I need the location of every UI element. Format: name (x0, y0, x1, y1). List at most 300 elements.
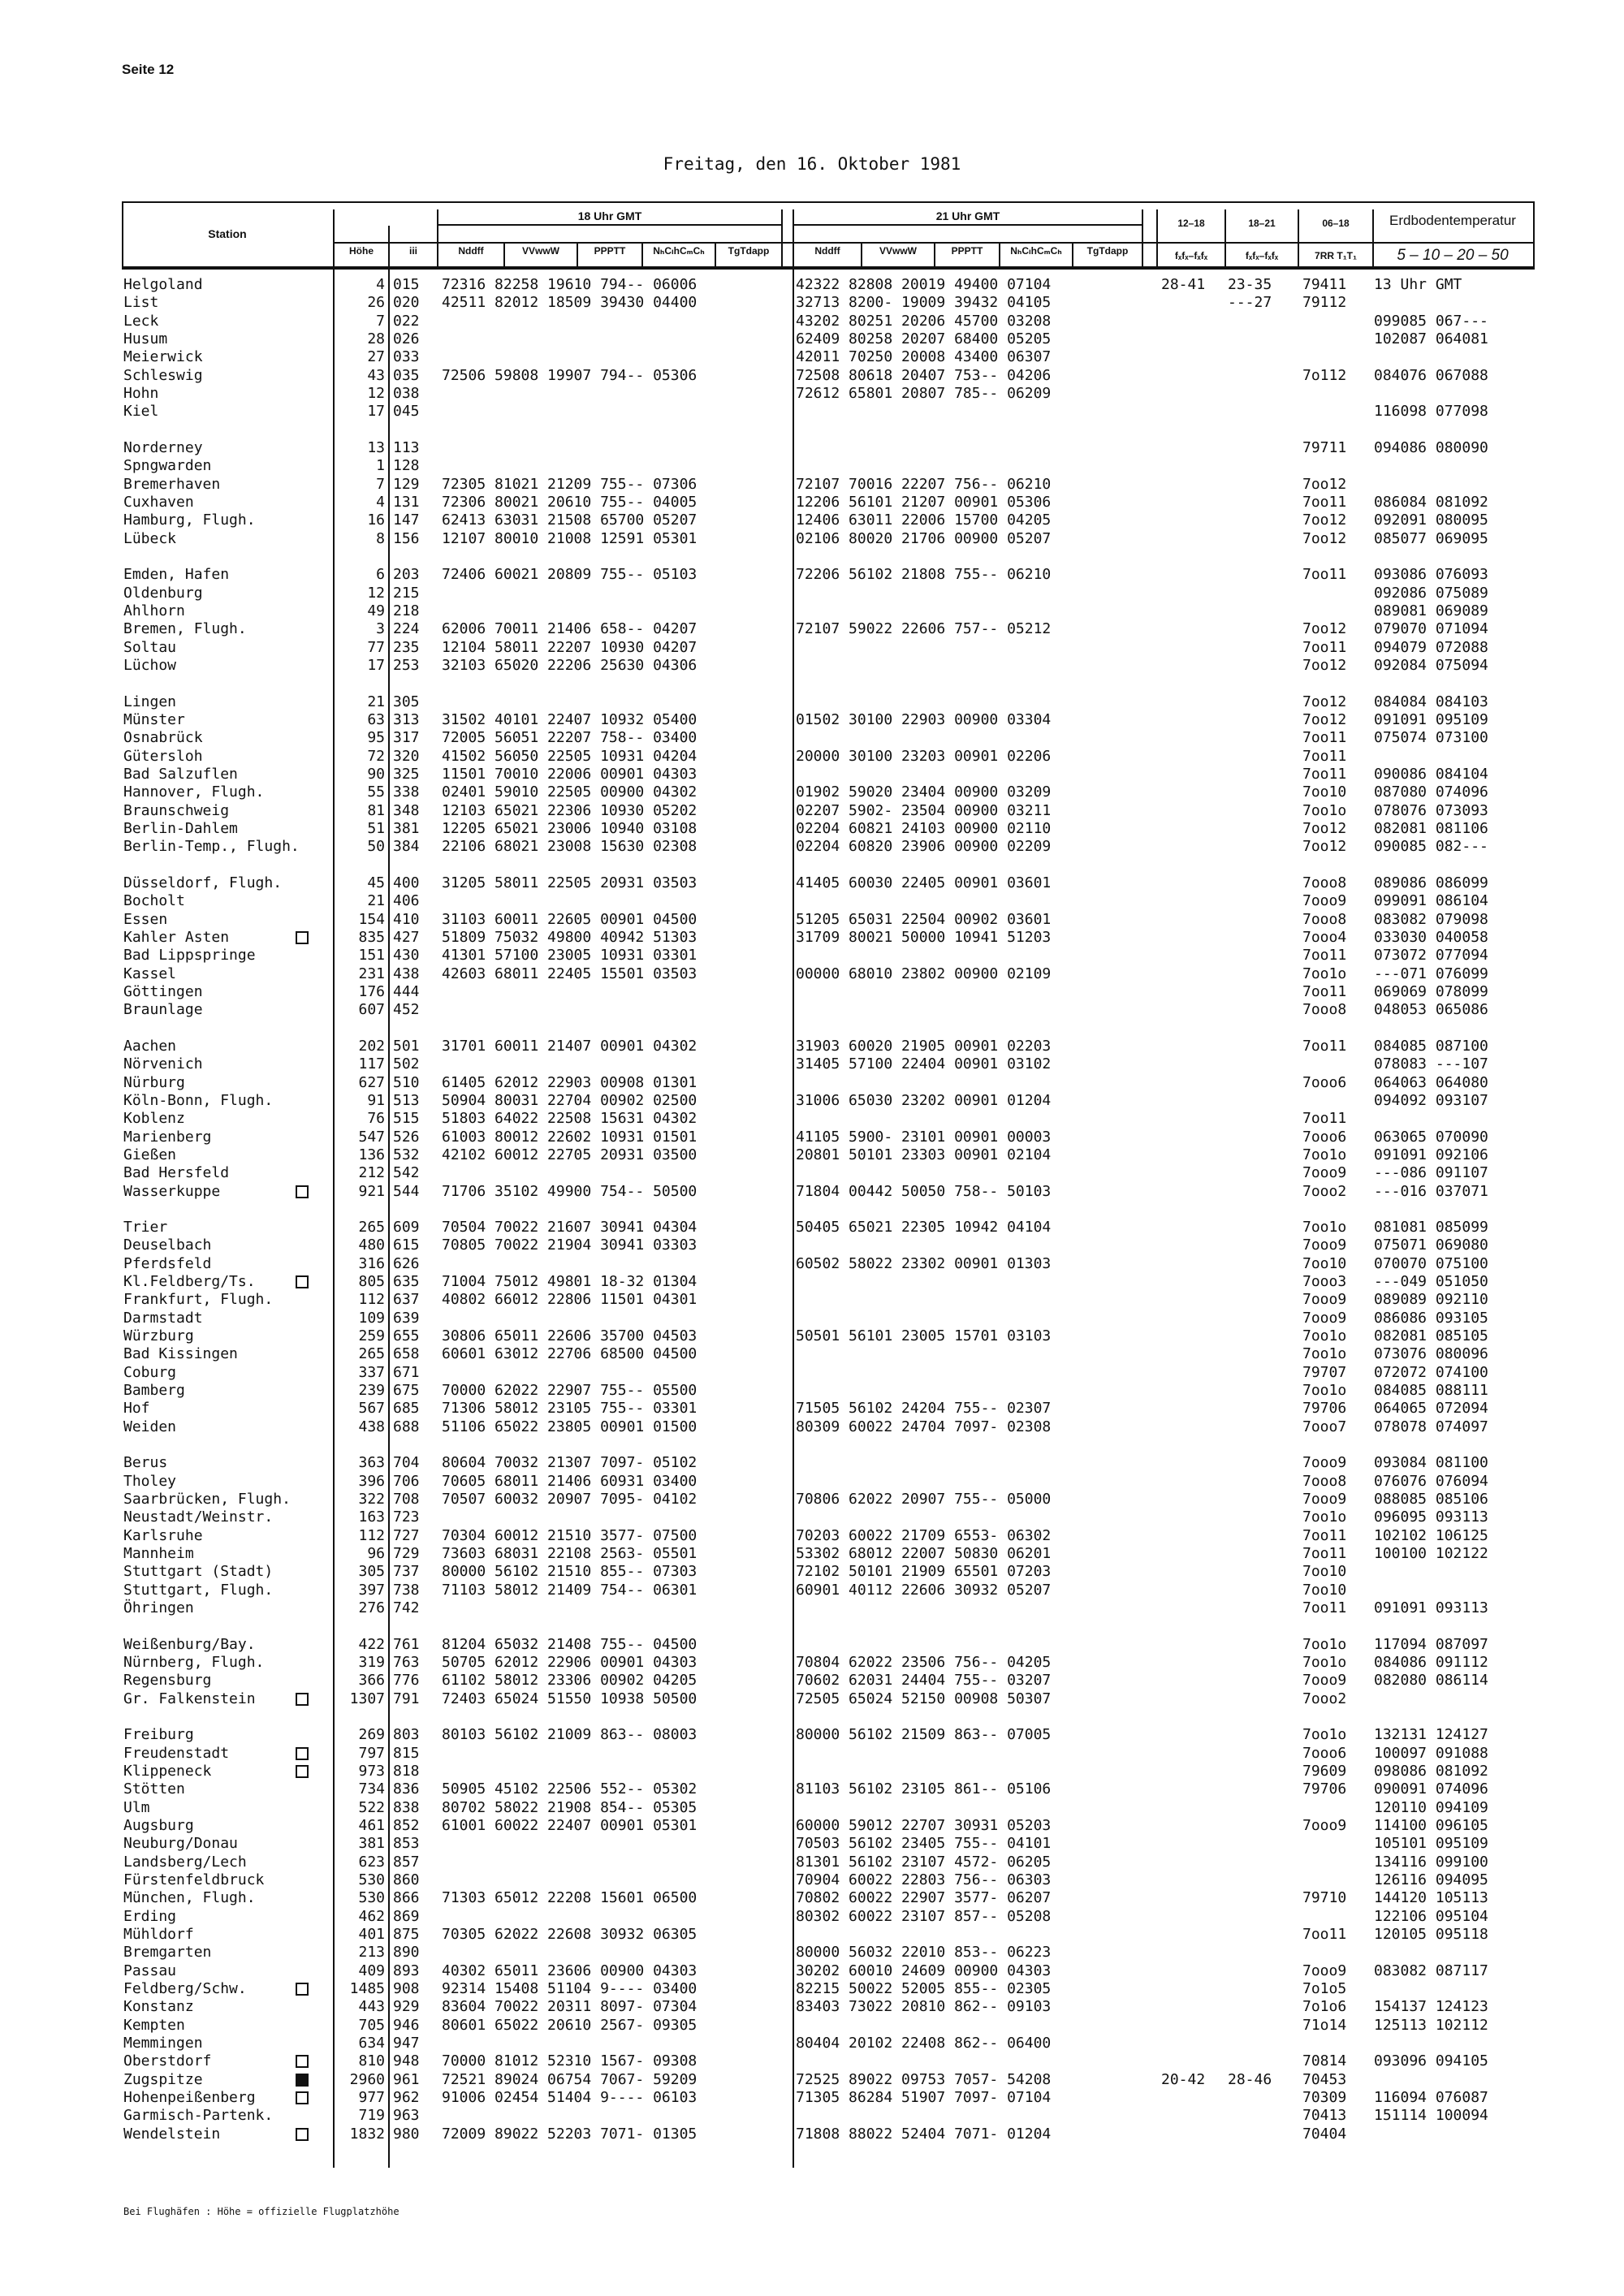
station-height: 63 (367, 710, 385, 728)
station-id: 685 (393, 1400, 420, 1418)
station-name: Bamberg (123, 1382, 185, 1400)
table-row (0, 639, 1624, 657)
station-name: Coburg (123, 1363, 177, 1381)
soil-temp: 114100 096105 (1374, 1817, 1488, 1835)
obs-21-gmt: 32713 8200- 19009 39432 04105 (796, 294, 1052, 312)
col-tgtd-18: TgTdapp (728, 245, 770, 257)
station-height: 797 (358, 1744, 385, 1762)
station-height: 443 (358, 1998, 385, 2016)
obs-21-gmt: 72206 56102 21808 755-- 06210 (796, 566, 1052, 584)
header-iii: iii (408, 245, 417, 257)
table-row (0, 766, 1624, 783)
station-id: 020 (393, 294, 420, 312)
station-name: Berus (123, 1454, 168, 1472)
station-height: 16 (367, 511, 385, 529)
table-row (0, 748, 1624, 766)
station-id: 708 (393, 1491, 420, 1508)
station-height: 973 (358, 1763, 385, 1780)
station-name: Erding (123, 1907, 177, 1925)
obs-21-gmt: 71804 00442 50050 758-- 50103 (796, 1182, 1052, 1200)
table-row (0, 1364, 1624, 1382)
precip-06-18: 7ooo3 (1302, 1273, 1347, 1291)
station-name: Gütersloh (123, 747, 203, 765)
table-row (0, 2071, 1624, 2089)
precip-06-18: 70814 (1302, 2052, 1347, 2070)
header-station: Station (208, 227, 247, 240)
station-name: Aachen (123, 1037, 177, 1055)
obs-18-gmt: 51803 64022 22508 15631 04302 (442, 1110, 698, 1128)
obs-18-gmt: 42511 82012 18509 39430 04400 (442, 294, 698, 312)
col-clouds-21: NₕCₗhCₘCₕ (1010, 245, 1062, 257)
soil-temp: ---071 076099 (1374, 965, 1488, 982)
station-id: 325 (393, 765, 420, 783)
station-height: 805 (358, 1273, 385, 1291)
soil-temp: 090086 084104 (1374, 765, 1488, 783)
obs-21-gmt: 70203 60022 21709 6553- 06302 (796, 1526, 1052, 1544)
precip-06-18: 7oo12 (1302, 475, 1347, 493)
station-name: Leck (123, 312, 159, 330)
obs-18-gmt: 61003 80012 22602 10931 01501 (442, 1128, 698, 1146)
table-row (0, 585, 1624, 602)
soil-temp: 100100 102122 (1374, 1545, 1488, 1563)
station-height: 27 (367, 348, 385, 366)
station-id: 761 (393, 1635, 420, 1653)
soil-temp: 075074 073100 (1374, 729, 1488, 747)
station-name: Karlsruhe (123, 1526, 203, 1544)
station-id: 224 (393, 620, 420, 638)
station-name: Memmingen (123, 2035, 203, 2052)
station-id: 515 (393, 1110, 420, 1128)
soil-temp: 094086 080090 (1374, 438, 1488, 456)
station-name: Konstanz (123, 1998, 194, 2016)
obs-21-gmt: 12206 56101 21207 00901 05306 (796, 493, 1052, 511)
soil-temp: 081081 085099 (1374, 1219, 1488, 1236)
station-name: Landsberg/Lech (123, 1853, 247, 1871)
station-id: 129 (393, 475, 420, 493)
soil-temp: 094092 093107 (1374, 1091, 1488, 1109)
soil-temp: 084084 084103 (1374, 693, 1488, 710)
soil-temp: 134116 099100 (1374, 1853, 1488, 1871)
station-height: 72 (367, 747, 385, 765)
obs-18-gmt: 73603 68031 22108 2563- 05501 (442, 1545, 698, 1563)
station-name: Mannheim (123, 1545, 194, 1563)
table-row (0, 1889, 1624, 1907)
soil-temp: 090091 074096 (1374, 1780, 1488, 1798)
station-height: 77 (367, 638, 385, 656)
precip-06-18: 7ooo9 (1302, 1309, 1347, 1327)
table-row (0, 1527, 1624, 1545)
station-id: 738 (393, 1581, 420, 1599)
station-height: 17 (367, 403, 385, 421)
obs-18-gmt: 60601 63012 22706 68500 04500 (442, 1345, 698, 1363)
station-height: 176 (358, 982, 385, 1000)
station-id: 015 (393, 276, 420, 293)
obs-18-gmt: 71004 75012 49801 18-32 01304 (442, 1273, 698, 1291)
station-height: 366 (358, 1672, 385, 1690)
station-height: 212 (358, 1164, 385, 1182)
table-row (0, 1599, 1624, 1617)
header-18-gmt: 18 Uhr GMT (577, 209, 642, 222)
soil-temp: 085077 069095 (1374, 529, 1488, 547)
station-id: 113 (393, 438, 420, 456)
table-row (0, 711, 1624, 729)
station-name: Hannover, Flugh. (123, 783, 265, 801)
obs-21-gmt: 72107 70016 22207 756-- 06210 (796, 475, 1052, 493)
soil-temp: 091091 093113 (1374, 1599, 1488, 1617)
station-name: Garmisch-Partenk. (123, 2107, 274, 2125)
precip-06-18: 7ooo6 (1302, 1073, 1347, 1091)
obs-18-gmt: 70504 70022 21607 30941 04304 (442, 1219, 698, 1236)
station-name: Gr. Falkenstein (123, 1690, 256, 1707)
station-name: Spngwarden (123, 457, 212, 475)
soil-temp: 089089 092110 (1374, 1291, 1488, 1309)
obs-21-gmt: 60901 40112 22606 30932 05207 (796, 1581, 1052, 1599)
col-gusts-2: fₓfₓ–fₓfₓ (1245, 250, 1279, 261)
table-row (0, 1110, 1624, 1128)
col-ppptt-21: PPPTT (951, 245, 983, 257)
col-period-06-18: 06–18 (1322, 218, 1350, 229)
station-height: 6 (376, 566, 385, 584)
obs-18-gmt: 70805 70022 21904 30941 03303 (442, 1236, 698, 1254)
station-name: Oldenburg (123, 584, 203, 602)
soil-temp: 086086 093105 (1374, 1309, 1488, 1327)
station-height: 269 (358, 1726, 385, 1744)
station-id: 737 (393, 1563, 420, 1581)
precip-06-18: 70453 (1302, 2070, 1347, 2088)
obs-18-gmt: 12205 65021 23006 10940 03108 (442, 819, 698, 837)
station-height: 91 (367, 1091, 385, 1109)
station-height: 17 (367, 656, 385, 674)
obs-21-gmt: 80000 56032 22010 853-- 06223 (796, 1944, 1052, 1962)
station-id: 542 (393, 1164, 420, 1182)
obs-18-gmt: 12103 65021 22306 10930 05202 (442, 801, 698, 819)
table-row (0, 439, 1624, 457)
obs-21-gmt: 41405 60030 22405 00901 03601 (796, 874, 1052, 891)
obs-18-gmt: 61405 62012 22903 00908 01301 (442, 1073, 698, 1091)
open-square-icon (296, 1693, 309, 1706)
soil-temp: 105101 095109 (1374, 1835, 1488, 1853)
obs-18-gmt: 72406 60021 20809 755-- 05103 (442, 566, 698, 584)
station-name: Berlin-Dahlem (123, 819, 238, 837)
table-row (0, 2017, 1624, 2035)
open-square-icon (296, 1747, 309, 1760)
table-row (0, 1745, 1624, 1763)
station-height: 396 (358, 1472, 385, 1490)
station-id: 742 (393, 1599, 420, 1617)
obs-21-gmt: 81301 56102 23107 4572- 06205 (796, 1853, 1052, 1871)
station-name: Soltau (123, 638, 177, 656)
obs-21-gmt: 02207 5902- 23504 00900 03211 (796, 801, 1052, 819)
obs-21-gmt: 12406 63011 22006 15700 04205 (796, 511, 1052, 529)
table-row (0, 1582, 1624, 1599)
station-name: Nürnberg, Flugh. (123, 1654, 265, 1672)
soil-temp: 086084 081092 (1374, 493, 1488, 511)
table-row (0, 1055, 1624, 1073)
soil-temp: 100097 091088 (1374, 1744, 1488, 1762)
station-height: 13 (367, 438, 385, 456)
station-id: 962 (393, 2089, 420, 2106)
soil-temp: 093084 081100 (1374, 1454, 1488, 1472)
station-id: 147 (393, 511, 420, 529)
obs-18-gmt: 71706 35102 49900 754-- 50500 (442, 1182, 698, 1200)
soil-temp: 092086 075089 (1374, 584, 1488, 602)
station-height: 422 (358, 1635, 385, 1653)
gust-12-18: 20-42 (1161, 2070, 1206, 2088)
footnote: Bei Flughäfen : Höhe = offizielle Flugplatzhöhe (123, 2206, 400, 2217)
soil-temp: ---049 051050 (1374, 1273, 1488, 1291)
station-id: 400 (393, 874, 420, 891)
soil-temp: 099091 086104 (1374, 892, 1488, 910)
station-height: 265 (358, 1345, 385, 1363)
table-row (0, 1327, 1624, 1345)
table-row (0, 1491, 1624, 1508)
station-name: Pferdsfeld (123, 1254, 212, 1272)
obs-18-gmt: 72305 81021 21209 755-- 07306 (442, 475, 698, 493)
obs-21-gmt: 72107 59022 22606 757-- 05212 (796, 620, 1052, 638)
station-id: 338 (393, 783, 420, 801)
precip-06-18: 7oo1o (1302, 1219, 1347, 1236)
table-row (0, 276, 1624, 294)
obs-18-gmt: 42102 60012 22705 20931 03500 (442, 1146, 698, 1163)
station-height: 8 (376, 529, 385, 547)
station-name: Feldberg/Schw. (123, 1980, 247, 1998)
station-name: Trier (123, 1219, 168, 1236)
obs-21-gmt: 02106 80020 21706 00900 05207 (796, 529, 1052, 547)
obs-21-gmt: 70503 56102 23405 755-- 04101 (796, 1835, 1052, 1853)
soil-temp: 076076 076094 (1374, 1472, 1488, 1490)
obs-21-gmt: 50501 56101 23005 15701 03103 (796, 1327, 1052, 1345)
table-row (0, 1454, 1624, 1472)
table-row (0, 294, 1624, 312)
obs-18-gmt: 70507 60032 20907 7095- 04102 (442, 1491, 698, 1508)
obs-18-gmt: 50705 62012 22906 00901 04303 (442, 1654, 698, 1672)
station-height: 112 (358, 1291, 385, 1309)
open-square-icon (296, 1185, 309, 1198)
station-id: 963 (393, 2107, 420, 2125)
station-id: 838 (393, 1798, 420, 1816)
open-square-icon (296, 2055, 309, 2068)
station-height: 530 (358, 1889, 385, 1907)
station-height: 109 (358, 1309, 385, 1327)
station-name: Stuttgart, Flugh. (123, 1581, 274, 1599)
station-name: Öhringen (123, 1599, 194, 1617)
station-name: Cuxhaven (123, 493, 194, 511)
station-height: 154 (358, 910, 385, 928)
station-id: 866 (393, 1889, 420, 1907)
table-row (0, 1236, 1624, 1254)
station-id: 655 (393, 1327, 420, 1345)
station-height: 259 (358, 1327, 385, 1345)
soil-temp: 116098 077098 (1374, 403, 1488, 421)
obs-18-gmt: 02401 59010 22505 00900 04302 (442, 783, 698, 801)
soil-temp: 082081 085105 (1374, 1327, 1488, 1345)
station-name: Wendelstein (123, 2125, 221, 2143)
gust-18-21: ---27 (1228, 294, 1272, 312)
precip-06-18: 7o1o5 (1302, 1980, 1347, 1998)
table-row (0, 1219, 1624, 1236)
station-name: Bocholt (123, 892, 185, 910)
table-row (0, 983, 1624, 1001)
obs-18-gmt: 40802 66012 22806 11501 04301 (442, 1291, 698, 1309)
station-name: Oberstdorf (123, 2052, 212, 2070)
precip-06-18: 7oo1o (1302, 1345, 1347, 1363)
precip-06-18: 7oo11 (1302, 947, 1347, 965)
station-name: Nörvenich (123, 1055, 203, 1073)
table-row (0, 657, 1624, 675)
precip-06-18: 7oo10 (1302, 1563, 1347, 1581)
table-row (0, 1038, 1624, 1055)
table-row (0, 1854, 1624, 1871)
station-name: Münster (123, 710, 185, 728)
table-row (0, 1944, 1624, 1962)
obs-18-gmt: 72403 65024 51550 10938 50500 (442, 1690, 698, 1707)
station-height: 276 (358, 1599, 385, 1617)
precip-06-18: 7oo1o (1302, 1726, 1347, 1744)
station-name: Lüchow (123, 656, 177, 674)
precip-06-18: 7oo1o (1302, 801, 1347, 819)
precip-06-18: 7oo1o (1302, 1654, 1347, 1672)
station-name: Bremgarten (123, 1944, 212, 1962)
station-name: Kiel (123, 403, 159, 421)
station-id: 852 (393, 1817, 420, 1835)
station-id: 203 (393, 566, 420, 584)
station-id: 406 (393, 892, 420, 910)
table-row (0, 457, 1624, 475)
table-row (0, 620, 1624, 638)
obs-18-gmt: 81204 65032 21408 755-- 04500 (442, 1635, 698, 1653)
station-height: 322 (358, 1491, 385, 1508)
precip-06-18: 7ooo8 (1302, 1001, 1347, 1019)
station-id: 430 (393, 947, 420, 965)
obs-21-gmt: 42011 70250 20008 43400 06307 (796, 348, 1052, 366)
obs-21-gmt: 72508 80618 20407 753-- 04206 (796, 366, 1052, 384)
table-row (0, 1473, 1624, 1491)
obs-21-gmt: 41105 5900- 23101 00901 00003 (796, 1128, 1052, 1146)
station-name: Fürstenfeldbruck (123, 1871, 265, 1889)
station-id: 452 (393, 1001, 420, 1019)
precip-06-18: 7ooo2 (1302, 1690, 1347, 1707)
station-id: 860 (393, 1871, 420, 1889)
station-height: 547 (358, 1128, 385, 1146)
station-id: 022 (393, 312, 420, 330)
col-vwwww-18: VVwwW (521, 245, 559, 257)
obs-18-gmt: 70605 68011 21406 60931 03400 (442, 1472, 698, 1490)
obs-21-gmt: 83403 73022 20810 862-- 09103 (796, 1998, 1052, 2016)
table-row (0, 1780, 1624, 1798)
station-name: Göttingen (123, 982, 203, 1000)
gust-12-18: 28-41 (1161, 276, 1206, 293)
table-row (0, 566, 1624, 584)
station-id: 526 (393, 1128, 420, 1146)
precip-06-18: 7oo1o (1302, 1382, 1347, 1400)
station-id: 688 (393, 1418, 420, 1435)
table-row (0, 530, 1624, 548)
station-height: 12 (367, 584, 385, 602)
obs-21-gmt: 60502 58022 23302 00901 01303 (796, 1254, 1052, 1272)
precip-06-18: 7oo12 (1302, 529, 1347, 547)
precip-06-18: 70309 (1302, 2089, 1347, 2106)
station-id: 038 (393, 384, 420, 402)
station-id: 253 (393, 656, 420, 674)
station-height: 921 (358, 1182, 385, 1200)
precip-06-18: 7oo1o (1302, 1508, 1347, 1526)
table-row (0, 476, 1624, 494)
station-name: Kempten (123, 2016, 185, 2034)
table-row (0, 929, 1624, 947)
table-row (0, 1545, 1624, 1563)
header-height: Höhe (349, 245, 374, 257)
precip-06-18: 7oo12 (1302, 511, 1347, 529)
station-id: 791 (393, 1690, 420, 1707)
table-row (0, 693, 1624, 711)
obs-18-gmt: 71303 65012 22208 15601 06500 (442, 1889, 698, 1907)
station-height: 462 (358, 1907, 385, 1925)
table-row (0, 838, 1624, 856)
precip-06-18: 7ooo9 (1302, 1817, 1347, 1835)
obs-21-gmt: 80404 20102 22408 862-- 06400 (796, 2035, 1052, 2052)
station-name: Passau (123, 1962, 177, 1979)
soil-temp: 120110 094109 (1374, 1798, 1488, 1816)
station-height: 7 (376, 312, 385, 330)
soil-temp: 088085 085106 (1374, 1491, 1488, 1508)
station-height: 337 (358, 1363, 385, 1381)
precip-06-18: 7oo10 (1302, 783, 1347, 801)
station-height: 112 (358, 1526, 385, 1544)
obs-21-gmt: 02204 60821 24103 00900 02110 (796, 819, 1052, 837)
station-name: Stötten (123, 1780, 185, 1798)
station-id: 729 (393, 1545, 420, 1563)
precip-06-18: 7oo11 (1302, 493, 1347, 511)
soil-temp: 073072 077094 (1374, 947, 1488, 965)
table-row (0, 874, 1624, 892)
soil-temp: 069069 078099 (1374, 982, 1488, 1000)
station-id: 128 (393, 457, 420, 475)
soil-temp: 154137 124123 (1374, 1998, 1488, 2016)
station-id: 410 (393, 910, 420, 928)
soil-temp: 033030 040058 (1374, 928, 1488, 946)
obs-18-gmt: 72316 82258 19610 794-- 06006 (442, 276, 698, 293)
precip-06-18: 79609 (1302, 1763, 1347, 1780)
station-id: 035 (393, 366, 420, 384)
precip-06-18: 7oo11 (1302, 765, 1347, 783)
soil-temp: 083082 079098 (1374, 910, 1488, 928)
station-id: 853 (393, 1835, 420, 1853)
obs-21-gmt: 60000 59012 22707 30931 05203 (796, 1817, 1052, 1835)
obs-18-gmt: 32103 65020 22206 25630 04306 (442, 656, 698, 674)
station-name: Neustadt/Weinstr. (123, 1508, 274, 1526)
obs-18-gmt: 61102 58012 23306 00902 04205 (442, 1672, 698, 1690)
table-row (0, 1563, 1624, 1581)
obs-18-gmt: 80601 65022 20610 2567- 09305 (442, 2016, 698, 2034)
precip-06-18: 7o112 (1302, 366, 1347, 384)
precip-06-18: 7oo10 (1302, 1254, 1347, 1272)
soil-temp: 078076 073093 (1374, 801, 1488, 819)
station-height: 265 (358, 1219, 385, 1236)
obs-21-gmt: 70804 62022 23506 756-- 04205 (796, 1654, 1052, 1672)
table-row (0, 1908, 1624, 1926)
filled-square-icon (296, 2074, 309, 2087)
station-name: Kl.Feldberg/Ts. (123, 1273, 256, 1291)
obs-21-gmt: 02204 60820 23906 00900 02209 (796, 838, 1052, 856)
soil-temp: 126116 094095 (1374, 1871, 1488, 1889)
station-id: 980 (393, 2125, 420, 2143)
obs-21-gmt: 71305 86284 51907 7097- 07104 (796, 2089, 1052, 2106)
station-name: Berlin-Temp., Flugh. (123, 838, 300, 856)
soil-temp: 094079 072088 (1374, 638, 1488, 656)
precip-06-18: 79112 (1302, 294, 1347, 312)
station-name: Düsseldorf, Flugh. (123, 874, 283, 891)
station-id: 384 (393, 838, 420, 856)
